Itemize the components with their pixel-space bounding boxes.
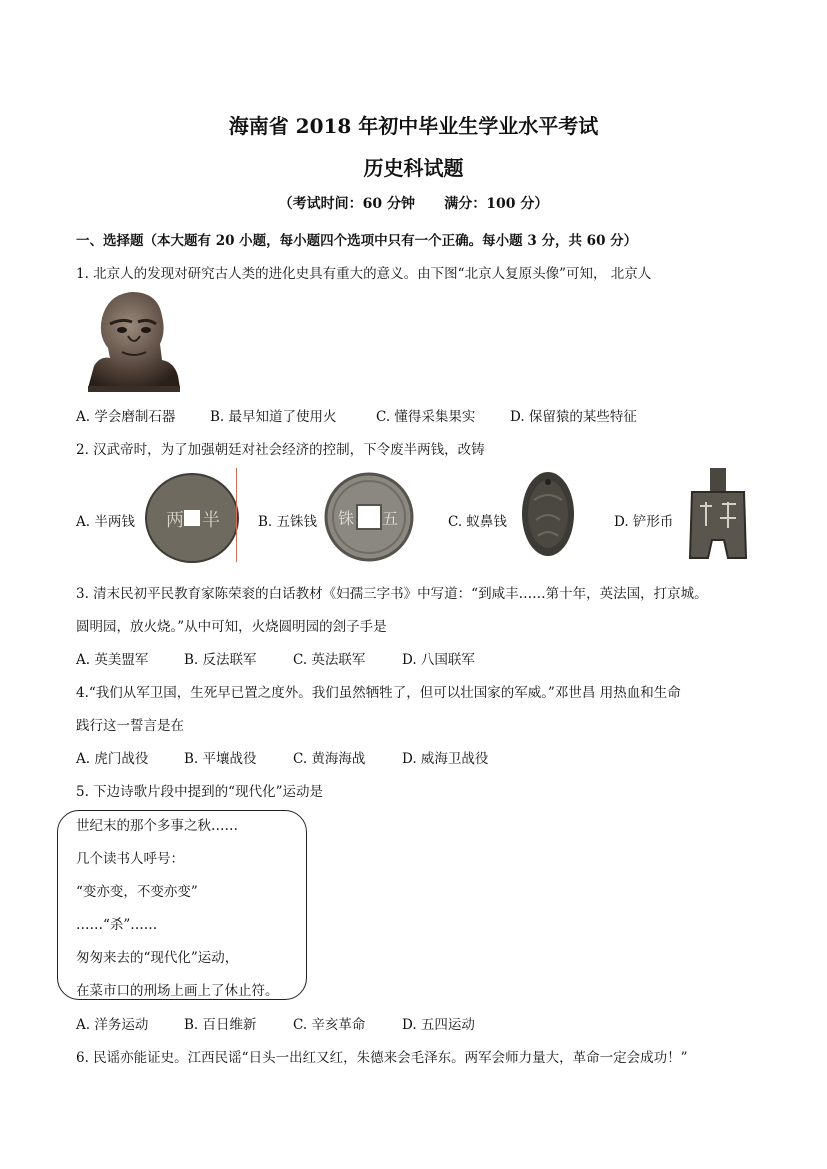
- q3-option-a[interactable]: A. 英美盟军: [76, 652, 149, 668]
- coin1-char-right: 半: [202, 510, 220, 531]
- poem-line-1: 世纪末的那个多事之秋……: [76, 818, 238, 834]
- q3-option-c[interactable]: C. 英法联军: [293, 652, 366, 668]
- q4-option-a[interactable]: A. 虎门战役: [76, 751, 149, 767]
- q4-stem-line2: 践行这一誓言是在: [76, 718, 184, 734]
- poem-line-4: ……“杀”……: [76, 917, 158, 933]
- q1-option-d[interactable]: D. 保留猿的某些特征: [510, 409, 637, 425]
- q5-option-d[interactable]: D. 五四运动: [402, 1017, 475, 1033]
- coin1-char-left: 两: [166, 510, 184, 531]
- q1-stem: 1. 北京人的发现对研究古人类的进化史具有重大的意义。由下图“北京人复原头像”可知， 北京人: [76, 266, 652, 282]
- q3-stem-line1: 3. 清末民初平民教育家陈荣衮的白话教材《妇孺三字书》中写道：“到咸丰……第十年，英法国，打京城。: [76, 586, 708, 602]
- q3-options: [76, 648, 475, 668]
- q4-stem-line1: 4.“我们从军卫国，生死早已置之度外。我们虽然牺牲了，但可以壮国家的军威。”邓世昌 用热血和生命: [76, 685, 681, 701]
- q2-option-b[interactable]: B. 五铢钱: [258, 514, 318, 530]
- q2-option-c[interactable]: C. 蚁鼻钱: [448, 514, 507, 530]
- poem-line-2: 几个读书人呼号：: [76, 851, 184, 867]
- spade-coin-image: [686, 466, 750, 564]
- coin2-char-right: 五: [382, 509, 399, 528]
- exam-title: 海南省 2018 年初中毕业生学业水平考试: [228, 114, 599, 138]
- q1-option-c[interactable]: C. 懂得采集果实: [376, 409, 476, 425]
- q4-options: [76, 747, 488, 767]
- coin2-char-left: 铢: [338, 509, 355, 528]
- wuzhu-coin-image: [324, 472, 414, 562]
- q3-stem-line2: 圆明园，放火烧。”从中可知，火烧圆明园的刽子手是: [76, 619, 387, 635]
- poem-box: [57, 810, 307, 1000]
- q1-option-a[interactable]: A. 学会磨制石器: [76, 409, 176, 425]
- q2-coin-row: [76, 468, 756, 568]
- q2-option-a[interactable]: A. 半两钱: [76, 514, 135, 530]
- q1-option-b[interactable]: B. 最早知道了使用火: [210, 409, 337, 425]
- q1-options: [76, 405, 637, 425]
- q5-options: [76, 1013, 475, 1033]
- q6-stem: 6. 民谣亦能证史。江西民谣“日头一出红又红，朱德来会毛泽东。两军会师力量大，革命一定会成功！”: [76, 1050, 688, 1066]
- q4-option-d[interactable]: D. 威海卫战役: [402, 751, 489, 767]
- yibi-coin-image: [520, 470, 576, 558]
- poem-line-6: 在菜市口的刑场上画上了休止符。: [76, 983, 279, 999]
- exam-subject: 历史科试题: [363, 156, 464, 180]
- section-heading: 一、选择题（本大题有 20 小题，每小题四个选项中只有一个正确。每小题 3 分，共 60 分）: [76, 233, 638, 249]
- q3-option-d[interactable]: D. 八国联军: [402, 652, 475, 668]
- poem-line-5: 匆匆来去的“现代化”运动，: [76, 950, 239, 966]
- q2-option-d[interactable]: D. 铲形币: [614, 514, 674, 530]
- exam-meta: （考试时间：60 分钟 满分：100 分）: [278, 196, 549, 212]
- q4-option-c[interactable]: C. 黄海海战: [293, 751, 366, 767]
- q5-option-a[interactable]: A. 洋务运动: [76, 1017, 149, 1033]
- q5-option-c[interactable]: C. 辛亥革命: [293, 1017, 366, 1033]
- q4-option-b[interactable]: B. 平壤战役: [184, 751, 257, 767]
- q5-stem: 5. 下边诗歌片段中提到的“现代化”运动是: [76, 784, 323, 800]
- q2-stem: 2. 汉武帝时，为了加强朝廷对社会经济的控制，下令废半两钱，改铸: [76, 442, 485, 458]
- peking-man-bust-image: [80, 288, 184, 394]
- q3-option-b[interactable]: B. 反法联军: [184, 652, 257, 668]
- image-divider: [236, 468, 237, 562]
- banliang-coin-image: [144, 472, 240, 564]
- q5-option-b[interactable]: B. 百日维新: [184, 1017, 257, 1033]
- poem-line-3: “变亦变，不变亦变”: [76, 884, 198, 900]
